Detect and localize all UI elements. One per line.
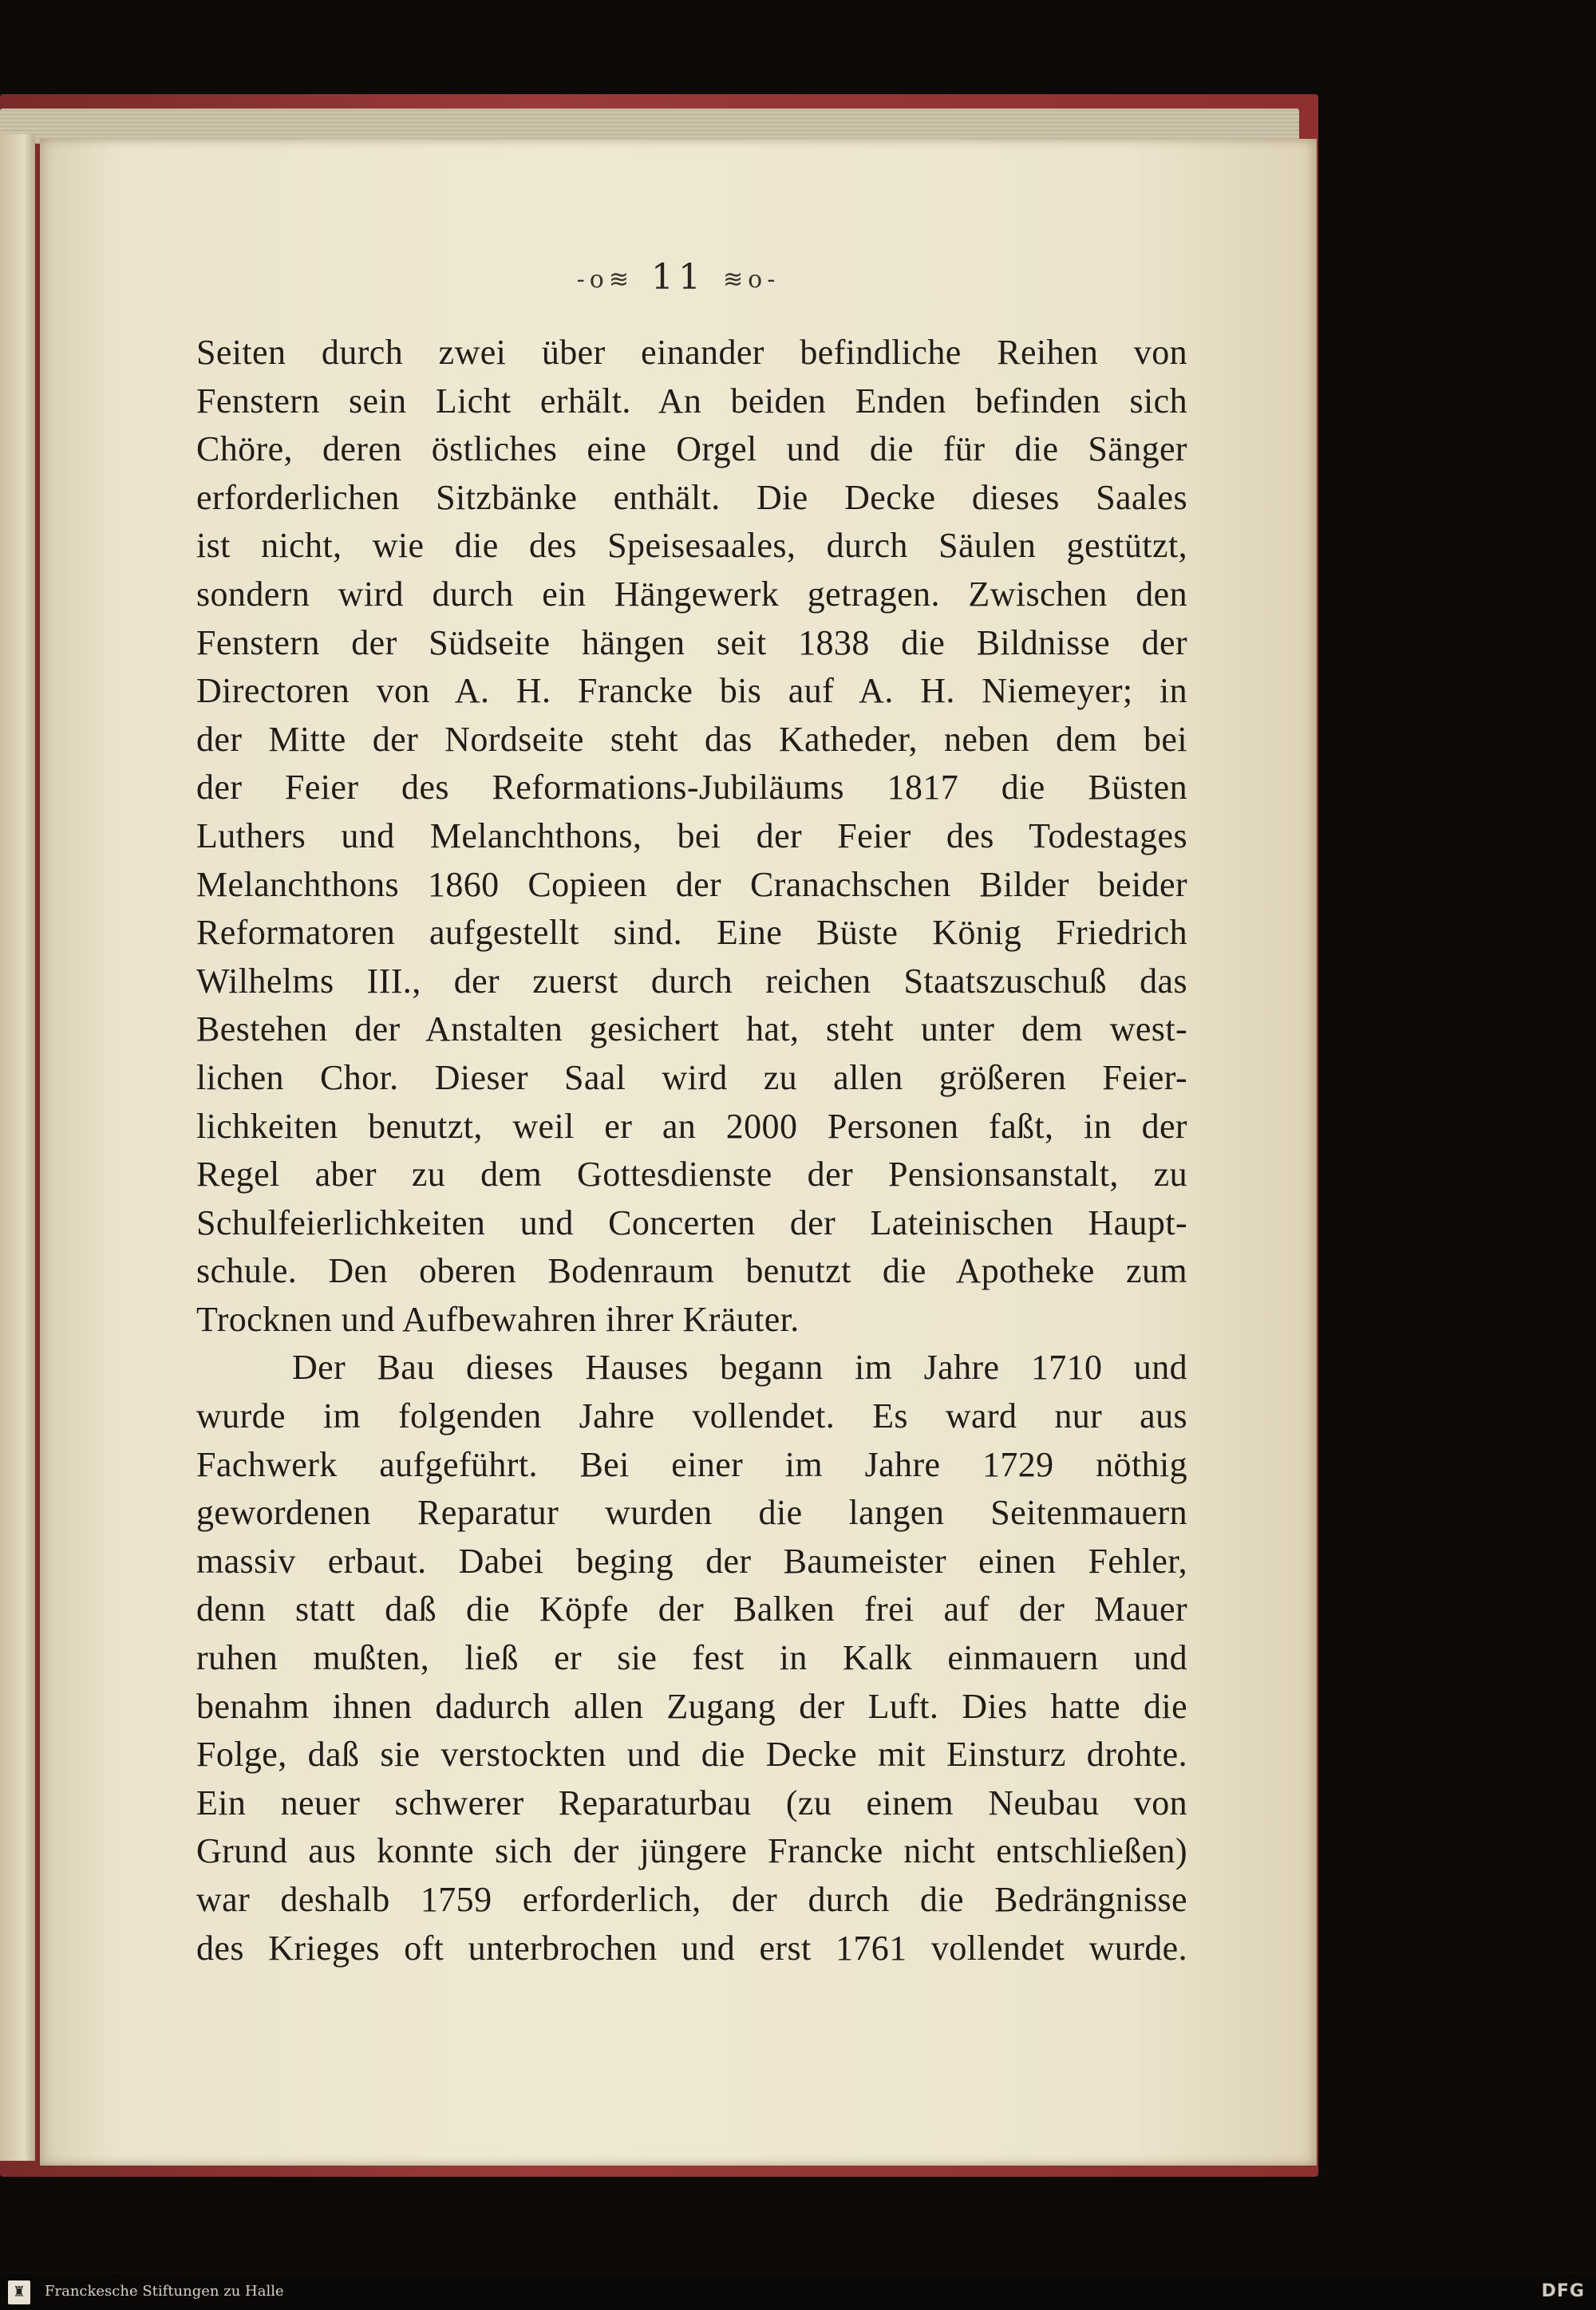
text-line: Ein neuer schwerer Reparaturbau (zu einem Neubau von bbox=[196, 1783, 1187, 1822]
ornament-right-icon: ≋o- bbox=[723, 266, 780, 294]
text-line: Fenstern sein Licht erhält. An beiden Enden befinden sich bbox=[196, 381, 1187, 421]
page-body-text bbox=[196, 329, 1187, 1972]
ornament-left-icon: -o≋ bbox=[576, 266, 634, 294]
text-line: benahm ihnen dadurch allen Zugang der Luft. Dies hatte die bbox=[196, 1686, 1187, 1726]
page-number: 11 bbox=[651, 257, 705, 298]
page-header bbox=[40, 257, 1317, 298]
text-line: lichen Chor. Dieser Saal wird zu allen größeren Feier- bbox=[196, 1057, 1187, 1097]
text-line: massiv erbaut. Dabei beging der Baumeister einen Fehler, bbox=[196, 1541, 1187, 1581]
text-line: Directoren von A. H. Francke bis auf A. H. Niemeyer; in bbox=[196, 671, 1187, 711]
text-line: Schulfeierlichkeiten und Concerten der Lateinischen Haupt- bbox=[196, 1202, 1187, 1242]
book-page bbox=[40, 139, 1317, 2166]
text-line: lichkeiten benutzt, weil er an 2000 Personen faßt, in der bbox=[196, 1106, 1187, 1146]
text-line: erforderlichen Sitzbänke enthält. Die Decke dieses Saales bbox=[196, 477, 1187, 517]
text-line: der Feier des Reformations-Jubiläums 1817 die Büsten bbox=[196, 768, 1187, 808]
text-line: Grund aus konnte sich der jüngere Francke nicht entschließen) bbox=[196, 1831, 1187, 1871]
institution-name: Franckesche Stiftungen zu Halle bbox=[45, 2283, 284, 2300]
text-line: Reformatoren aufgestellt sind. Eine Büste König Friedrich bbox=[196, 913, 1187, 953]
text-line: gewordenen Reparatur wurden die langen Seitenmauern bbox=[196, 1493, 1187, 1533]
text-line: Folge, daß sie verstockten und die Decke mit Einsturz drohte. bbox=[196, 1735, 1187, 1775]
text-line: der Mitte der Nordseite steht das Katheder, neben dem bei bbox=[196, 719, 1187, 759]
text-line: denn statt daß die Köpfe der Balken frei auf der Mauer bbox=[196, 1589, 1187, 1629]
text-line: ruhen mußten, ließ er sie fest in Kalk einmauern und bbox=[196, 1638, 1187, 1678]
text-line: Fenstern der Südseite hängen seit 1838 die Bildnisse der bbox=[196, 622, 1187, 662]
text-line: des Krieges oft unterbrochen und erst 1761 vollendet wurde. bbox=[196, 1928, 1187, 1968]
text-line: Trocknen und Aufbewahren ihrer Kräuter. bbox=[196, 1299, 800, 1339]
text-line: Regel aber zu dem Gottesdienste der Pensionsanstalt, zu bbox=[196, 1155, 1187, 1194]
institution-logo-icon: ♜ bbox=[8, 2280, 30, 2304]
text-line: Seiten durch zwei über einander befindliche Reihen von bbox=[196, 333, 1187, 372]
text-line: Wilhelms III., der zuerst durch reichen Staatszuschuß das bbox=[196, 961, 1187, 1001]
text-line: schule. Den oberen Bodenraum benutzt die Apotheke zum bbox=[196, 1251, 1187, 1291]
text-line: sondern wird durch ein Hängewerk getragen. Zwischen den bbox=[196, 574, 1187, 614]
text-line: ist nicht, wie die des Speisesaales, durch Säulen gestützt, bbox=[196, 526, 1187, 566]
text-line: Chöre, deren östliches eine Orgel und die für die Sänger bbox=[196, 429, 1187, 469]
left-page-edge bbox=[0, 134, 35, 2161]
text-line: wurde im folgenden Jahre vollendet. Es ward nur aus bbox=[196, 1396, 1187, 1436]
dfg-logo: DFG bbox=[1541, 2281, 1585, 2301]
text-line: war deshalb 1759 erforderlich, der durch die Bedrängnisse bbox=[196, 1880, 1187, 1919]
text-line: Luthers und Melanchthons, bei der Feier des Todestages bbox=[196, 815, 1187, 855]
footer-bar bbox=[0, 2274, 1596, 2310]
text-line: Melanchthons 1860 Copieen der Cranachschen Bilder beider bbox=[196, 864, 1187, 904]
text-line: Der Bau dieses Hauses begann im Jahre 1710 und bbox=[292, 1348, 1187, 1388]
text-line: Fachwerk aufgeführt. Bei einer im Jahre 1729 nöthig bbox=[196, 1444, 1187, 1484]
text-line: Bestehen der Anstalten gesichert hat, steht unter dem west- bbox=[196, 1009, 1187, 1049]
